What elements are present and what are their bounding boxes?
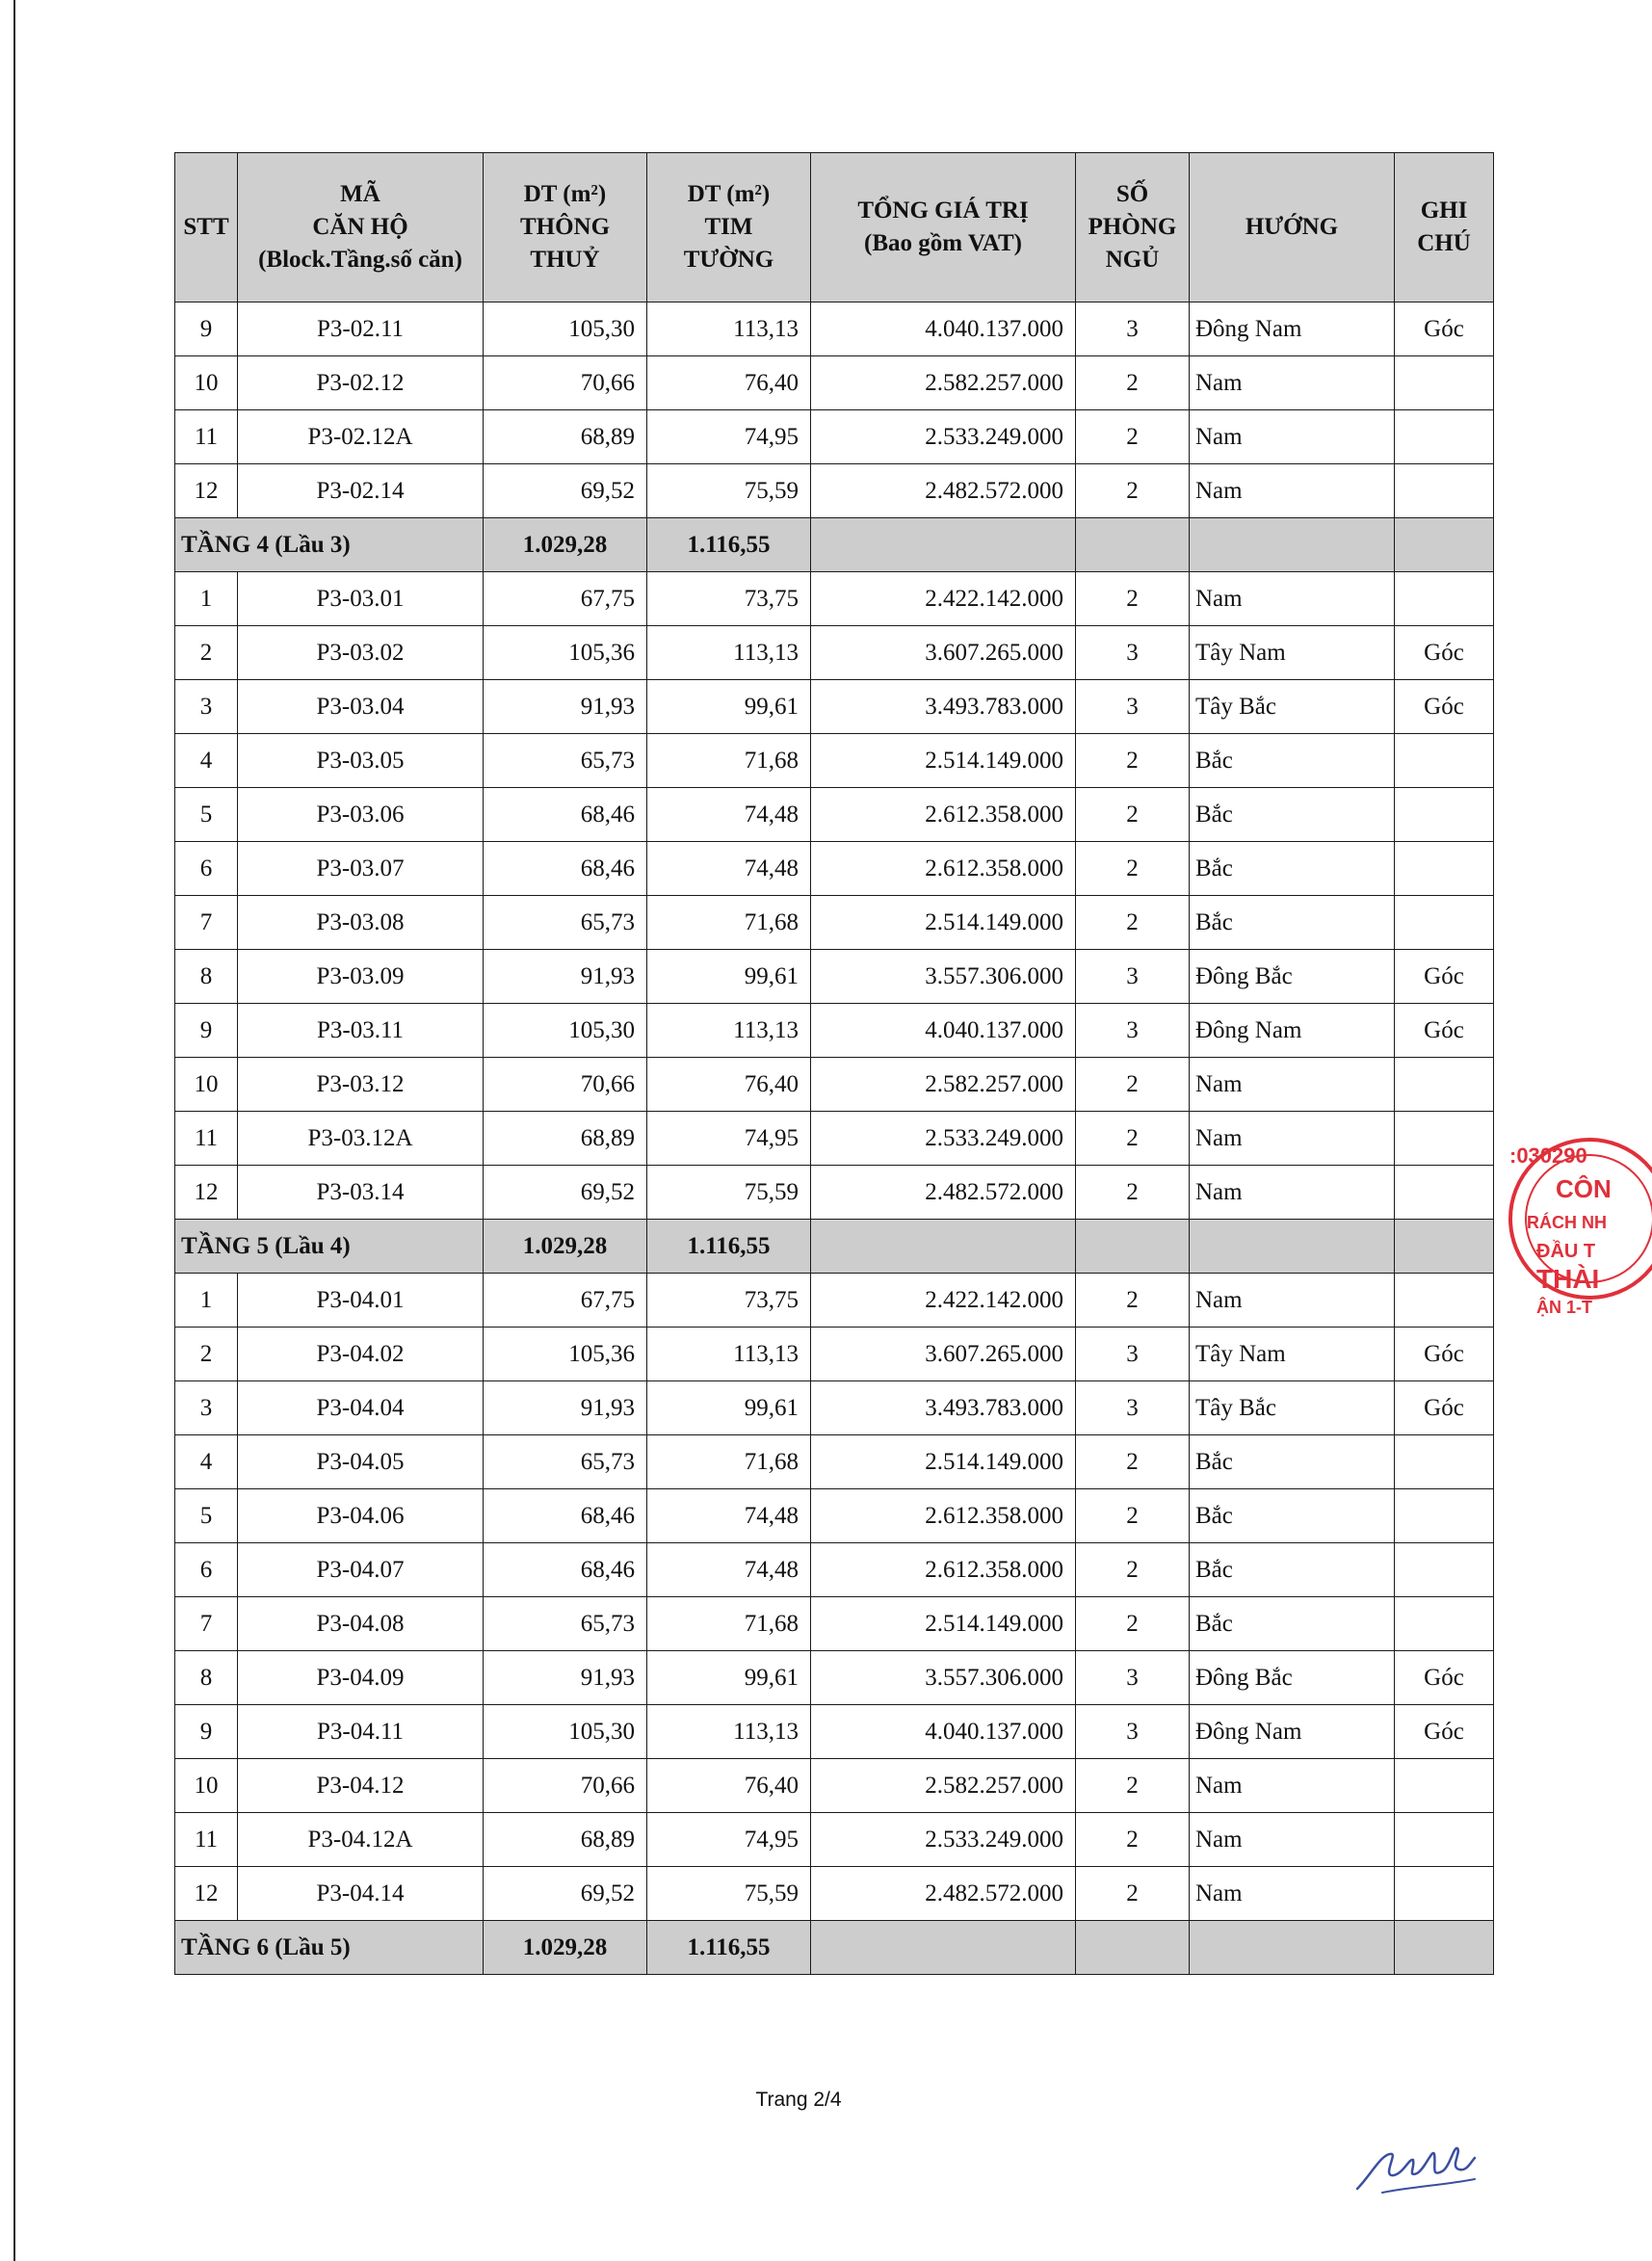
cell-tong-gia-tri: 2.533.249.000 bbox=[811, 1112, 1076, 1166]
cell-stt: 3 bbox=[175, 1381, 238, 1435]
table-row bbox=[175, 788, 1494, 842]
cell-dt-thong-thuy: 69,52 bbox=[484, 464, 647, 518]
table-row bbox=[175, 1058, 1494, 1112]
signature-graphic bbox=[1353, 2119, 1479, 2196]
cell-huong: Nam bbox=[1190, 1813, 1395, 1867]
empty-cell bbox=[811, 1220, 1076, 1274]
cell-dt-tim-tuong: 113,13 bbox=[647, 1328, 811, 1381]
cell-huong: Bắc bbox=[1190, 842, 1395, 896]
seal-text-3: ĐẦU T bbox=[1536, 1241, 1596, 1262]
table-row bbox=[175, 1328, 1494, 1381]
header-ma-can-ho: MÃ CĂN HỘ (Block.Tầng.số căn) bbox=[238, 153, 484, 302]
cell-dt-tim-tuong: 74,48 bbox=[647, 842, 811, 896]
cell-ghi-chu bbox=[1395, 1166, 1494, 1220]
cell-ghi-chu: Góc bbox=[1395, 1651, 1494, 1705]
empty-cell bbox=[1395, 1220, 1494, 1274]
cell-ma-can-ho: P3-02.12 bbox=[238, 356, 484, 410]
cell-huong: Nam bbox=[1190, 464, 1395, 518]
cell-so-phong-ngu: 3 bbox=[1076, 302, 1190, 356]
cell-so-phong-ngu: 2 bbox=[1076, 896, 1190, 950]
cell-so-phong-ngu: 2 bbox=[1076, 1489, 1190, 1543]
cell-huong: Tây Nam bbox=[1190, 1328, 1395, 1381]
cell-dt-thong-thuy: 105,30 bbox=[484, 1004, 647, 1058]
cell-ma-can-ho: P3-03.08 bbox=[238, 896, 484, 950]
table-row bbox=[175, 1166, 1494, 1220]
cell-dt-tim-tuong: 74,48 bbox=[647, 1489, 811, 1543]
cell-ma-can-ho: P3-03.05 bbox=[238, 734, 484, 788]
cell-stt: 11 bbox=[175, 1112, 238, 1166]
cell-ghi-chu bbox=[1395, 842, 1494, 896]
cell-ghi-chu bbox=[1395, 1597, 1494, 1651]
cell-tong-gia-tri: 2.612.358.000 bbox=[811, 842, 1076, 896]
cell-stt: 4 bbox=[175, 1435, 238, 1489]
cell-so-phong-ngu: 2 bbox=[1076, 734, 1190, 788]
cell-so-phong-ngu: 2 bbox=[1076, 842, 1190, 896]
cell-ghi-chu: Góc bbox=[1395, 950, 1494, 1004]
cell-stt: 11 bbox=[175, 1813, 238, 1867]
cell-tong-gia-tri: 2.533.249.000 bbox=[811, 1813, 1076, 1867]
cell-ghi-chu bbox=[1395, 788, 1494, 842]
cell-dt-thong-thuy: 65,73 bbox=[484, 896, 647, 950]
cell-so-phong-ngu: 3 bbox=[1076, 1004, 1190, 1058]
table-row bbox=[175, 302, 1494, 356]
cell-huong: Nam bbox=[1190, 356, 1395, 410]
cell-stt: 5 bbox=[175, 1489, 238, 1543]
table-row bbox=[175, 572, 1494, 626]
cell-ghi-chu bbox=[1395, 1759, 1494, 1813]
cell-tong-gia-tri: 3.493.783.000 bbox=[811, 1381, 1076, 1435]
cell-huong: Bắc bbox=[1190, 1543, 1395, 1597]
table-row bbox=[175, 1112, 1494, 1166]
cell-dt-thong-thuy: 68,89 bbox=[484, 1112, 647, 1166]
cell-stt: 4 bbox=[175, 734, 238, 788]
cell-stt: 3 bbox=[175, 680, 238, 734]
cell-ma-can-ho: P3-04.09 bbox=[238, 1651, 484, 1705]
cell-so-phong-ngu: 3 bbox=[1076, 1381, 1190, 1435]
seal-graphic bbox=[1498, 1084, 1652, 1354]
cell-ma-can-ho: P3-04.14 bbox=[238, 1867, 484, 1921]
cell-dt-tim-tuong: 71,68 bbox=[647, 734, 811, 788]
cell-tong-gia-tri: 2.582.257.000 bbox=[811, 1058, 1076, 1112]
cell-dt-thong-thuy: 65,73 bbox=[484, 1597, 647, 1651]
table-row bbox=[175, 1597, 1494, 1651]
cell-huong: Nam bbox=[1190, 1112, 1395, 1166]
cell-dt-tim-tuong: 73,75 bbox=[647, 572, 811, 626]
cell-so-phong-ngu: 2 bbox=[1076, 1813, 1190, 1867]
empty-cell bbox=[1395, 518, 1494, 572]
header-so-phong-ngu: SỐ PHÒNG NGỦ bbox=[1076, 153, 1190, 302]
cell-so-phong-ngu: 2 bbox=[1076, 1112, 1190, 1166]
cell-ma-can-ho: P3-04.11 bbox=[238, 1705, 484, 1759]
cell-so-phong-ngu: 2 bbox=[1076, 1597, 1190, 1651]
seal-text-2: RÁCH NH bbox=[1527, 1213, 1607, 1232]
table-row bbox=[175, 896, 1494, 950]
cell-dt-thong-thuy: 65,73 bbox=[484, 734, 647, 788]
cell-dt-thong-thuy: 91,93 bbox=[484, 1651, 647, 1705]
empty-cell bbox=[811, 518, 1076, 572]
cell-ma-can-ho: P3-04.07 bbox=[238, 1543, 484, 1597]
cell-stt: 6 bbox=[175, 1543, 238, 1597]
cell-tong-gia-tri: 2.482.572.000 bbox=[811, 1867, 1076, 1921]
cell-ghi-chu bbox=[1395, 896, 1494, 950]
cell-ghi-chu bbox=[1395, 1543, 1494, 1597]
cell-ma-can-ho: P3-04.05 bbox=[238, 1435, 484, 1489]
cell-ghi-chu bbox=[1395, 1112, 1494, 1166]
company-seal bbox=[1498, 1084, 1652, 1354]
cell-ma-can-ho: P3-03.11 bbox=[238, 1004, 484, 1058]
cell-stt: 1 bbox=[175, 572, 238, 626]
cell-so-phong-ngu: 3 bbox=[1076, 680, 1190, 734]
cell-dt-tim-tuong: 99,61 bbox=[647, 680, 811, 734]
seal-text-5: ẬN 1-T bbox=[1536, 1298, 1592, 1317]
cell-huong: Bắc bbox=[1190, 788, 1395, 842]
table-row bbox=[175, 1489, 1494, 1543]
cell-tong-gia-tri: 4.040.137.000 bbox=[811, 1705, 1076, 1759]
cell-ma-can-ho: P3-04.08 bbox=[238, 1597, 484, 1651]
cell-dt-thong-thuy: 67,75 bbox=[484, 572, 647, 626]
cell-tong-gia-tri: 2.514.149.000 bbox=[811, 896, 1076, 950]
table-header-row bbox=[175, 153, 1494, 302]
cell-so-phong-ngu: 2 bbox=[1076, 788, 1190, 842]
cell-tong-gia-tri: 2.514.149.000 bbox=[811, 1597, 1076, 1651]
cell-dt-thong-thuy: 68,46 bbox=[484, 1489, 647, 1543]
cell-ma-can-ho: P3-03.07 bbox=[238, 842, 484, 896]
cell-huong: Bắc bbox=[1190, 1489, 1395, 1543]
cell-dt-tim-tuong: 71,68 bbox=[647, 1435, 811, 1489]
cell-tong-gia-tri: 3.493.783.000 bbox=[811, 680, 1076, 734]
cell-ma-can-ho: P3-03.14 bbox=[238, 1166, 484, 1220]
cell-dt-tim-tuong: 74,95 bbox=[647, 1112, 811, 1166]
cell-dt-thong-thuy: 68,89 bbox=[484, 410, 647, 464]
table-row bbox=[175, 842, 1494, 896]
empty-cell bbox=[1190, 518, 1395, 572]
table-row bbox=[175, 950, 1494, 1004]
empty-cell bbox=[1076, 1921, 1190, 1975]
cell-dt-tim-tuong: 74,48 bbox=[647, 1543, 811, 1597]
table-row bbox=[175, 410, 1494, 464]
cell-so-phong-ngu: 3 bbox=[1076, 1705, 1190, 1759]
cell-so-phong-ngu: 2 bbox=[1076, 1867, 1190, 1921]
cell-dt-tim-tuong: 99,61 bbox=[647, 1381, 811, 1435]
cell-dt-tim-tuong: 113,13 bbox=[647, 1004, 811, 1058]
cell-so-phong-ngu: 2 bbox=[1076, 356, 1190, 410]
table-row bbox=[175, 626, 1494, 680]
cell-tong-gia-tri: 2.582.257.000 bbox=[811, 356, 1076, 410]
cell-ma-can-ho: P3-04.06 bbox=[238, 1489, 484, 1543]
cell-stt: 7 bbox=[175, 896, 238, 950]
cell-so-phong-ngu: 2 bbox=[1076, 1274, 1190, 1328]
cell-huong: Bắc bbox=[1190, 1435, 1395, 1489]
cell-dt-thong-thuy: 105,30 bbox=[484, 1705, 647, 1759]
cell-stt: 5 bbox=[175, 788, 238, 842]
cell-huong: Đông Bắc bbox=[1190, 950, 1395, 1004]
cell-huong: Nam bbox=[1190, 410, 1395, 464]
table-row bbox=[175, 1435, 1494, 1489]
cell-dt-thong-thuy: 69,52 bbox=[484, 1166, 647, 1220]
cell-tong-gia-tri: 2.533.249.000 bbox=[811, 410, 1076, 464]
cell-dt-tim-tuong: 74,95 bbox=[647, 1813, 811, 1867]
cell-stt: 12 bbox=[175, 1166, 238, 1220]
table-row bbox=[175, 1543, 1494, 1597]
cell-huong: Nam bbox=[1190, 572, 1395, 626]
floor-total-dt-tim-tuong: 1.116,55 bbox=[647, 518, 811, 572]
cell-ghi-chu bbox=[1395, 464, 1494, 518]
cell-dt-thong-thuy: 105,36 bbox=[484, 1328, 647, 1381]
cell-dt-tim-tuong: 71,68 bbox=[647, 1597, 811, 1651]
cell-tong-gia-tri: 4.040.137.000 bbox=[811, 1004, 1076, 1058]
cell-tong-gia-tri: 2.482.572.000 bbox=[811, 464, 1076, 518]
cell-stt: 12 bbox=[175, 464, 238, 518]
cell-so-phong-ngu: 2 bbox=[1076, 572, 1190, 626]
cell-dt-tim-tuong: 74,48 bbox=[647, 788, 811, 842]
cell-dt-thong-thuy: 91,93 bbox=[484, 1381, 647, 1435]
cell-tong-gia-tri: 2.612.358.000 bbox=[811, 1543, 1076, 1597]
header-dt-thong-thuy: DT (m²) THÔNG THUỶ bbox=[484, 153, 647, 302]
cell-dt-tim-tuong: 113,13 bbox=[647, 1705, 811, 1759]
floor-total-dt-thong-thuy: 1.029,28 bbox=[484, 518, 647, 572]
cell-dt-tim-tuong: 76,40 bbox=[647, 1759, 811, 1813]
header-tong-gia-tri: TỔNG GIÁ TRỊ (Bao gồm VAT) bbox=[811, 153, 1076, 302]
cell-dt-thong-thuy: 68,46 bbox=[484, 1543, 647, 1597]
cell-dt-thong-thuy: 105,30 bbox=[484, 302, 647, 356]
cell-ghi-chu: Góc bbox=[1395, 302, 1494, 356]
cell-huong: Bắc bbox=[1190, 896, 1395, 950]
cell-stt: 9 bbox=[175, 1705, 238, 1759]
cell-dt-tim-tuong: 99,61 bbox=[647, 1651, 811, 1705]
cell-huong: Nam bbox=[1190, 1867, 1395, 1921]
empty-cell bbox=[1190, 1921, 1395, 1975]
floor-label: TẦNG 6 (Lầu 5) bbox=[175, 1921, 484, 1975]
cell-so-phong-ngu: 2 bbox=[1076, 1435, 1190, 1489]
cell-stt: 9 bbox=[175, 1004, 238, 1058]
table-row bbox=[175, 1705, 1494, 1759]
cell-ma-can-ho: P3-03.06 bbox=[238, 788, 484, 842]
apartment-price-table bbox=[174, 152, 1494, 1975]
cell-dt-thong-thuy: 70,66 bbox=[484, 356, 647, 410]
floor-subtotal-row bbox=[175, 1921, 1494, 1975]
table-row bbox=[175, 1004, 1494, 1058]
cell-so-phong-ngu: 2 bbox=[1076, 1543, 1190, 1597]
cell-ma-can-ho: P3-04.12A bbox=[238, 1813, 484, 1867]
table-row bbox=[175, 680, 1494, 734]
cell-dt-thong-thuy: 91,93 bbox=[484, 680, 647, 734]
cell-dt-tim-tuong: 76,40 bbox=[647, 356, 811, 410]
cell-huong: Tây Bắc bbox=[1190, 1381, 1395, 1435]
cell-ma-can-ho: P3-04.02 bbox=[238, 1328, 484, 1381]
cell-dt-thong-thuy: 67,75 bbox=[484, 1274, 647, 1328]
cell-huong: Bắc bbox=[1190, 1597, 1395, 1651]
cell-ghi-chu bbox=[1395, 1058, 1494, 1112]
cell-tong-gia-tri: 2.612.358.000 bbox=[811, 788, 1076, 842]
cell-ghi-chu bbox=[1395, 734, 1494, 788]
cell-ghi-chu bbox=[1395, 1435, 1494, 1489]
cell-so-phong-ngu: 3 bbox=[1076, 1328, 1190, 1381]
cell-stt: 9 bbox=[175, 302, 238, 356]
cell-huong: Nam bbox=[1190, 1274, 1395, 1328]
cell-ma-can-ho: P3-03.01 bbox=[238, 572, 484, 626]
page-number: Trang 2/4 bbox=[755, 2089, 842, 2111]
empty-cell bbox=[1076, 1220, 1190, 1274]
cell-stt: 11 bbox=[175, 410, 238, 464]
cell-huong: Bắc bbox=[1190, 734, 1395, 788]
cell-ghi-chu: Góc bbox=[1395, 1004, 1494, 1058]
cell-stt: 2 bbox=[175, 626, 238, 680]
cell-dt-tim-tuong: 71,68 bbox=[647, 896, 811, 950]
cell-dt-tim-tuong: 113,13 bbox=[647, 302, 811, 356]
cell-tong-gia-tri: 3.607.265.000 bbox=[811, 1328, 1076, 1381]
cell-ghi-chu bbox=[1395, 1489, 1494, 1543]
cell-ma-can-ho: P3-02.12A bbox=[238, 410, 484, 464]
header-huong: HƯỚNG bbox=[1190, 153, 1395, 302]
cell-stt: 6 bbox=[175, 842, 238, 896]
cell-so-phong-ngu: 2 bbox=[1076, 464, 1190, 518]
cell-tong-gia-tri: 2.582.257.000 bbox=[811, 1759, 1076, 1813]
cell-stt: 7 bbox=[175, 1597, 238, 1651]
cell-dt-thong-thuy: 70,66 bbox=[484, 1759, 647, 1813]
cell-ghi-chu: Góc bbox=[1395, 626, 1494, 680]
floor-total-dt-tim-tuong: 1.116,55 bbox=[647, 1921, 811, 1975]
cell-huong: Nam bbox=[1190, 1759, 1395, 1813]
table-body bbox=[175, 302, 1494, 1975]
cell-dt-tim-tuong: 75,59 bbox=[647, 1166, 811, 1220]
cell-dt-tim-tuong: 113,13 bbox=[647, 626, 811, 680]
cell-tong-gia-tri: 3.557.306.000 bbox=[811, 950, 1076, 1004]
cell-ghi-chu bbox=[1395, 356, 1494, 410]
floor-subtotal-row bbox=[175, 1220, 1494, 1274]
table-row bbox=[175, 356, 1494, 410]
cell-dt-tim-tuong: 75,59 bbox=[647, 1867, 811, 1921]
cell-ma-can-ho: P3-04.12 bbox=[238, 1759, 484, 1813]
floor-label: TẦNG 4 (Lầu 3) bbox=[175, 518, 484, 572]
cell-ma-can-ho: P3-04.04 bbox=[238, 1381, 484, 1435]
cell-stt: 10 bbox=[175, 356, 238, 410]
header-stt: STT bbox=[175, 153, 238, 302]
cell-ghi-chu bbox=[1395, 1867, 1494, 1921]
cell-so-phong-ngu: 3 bbox=[1076, 626, 1190, 680]
table-row bbox=[175, 464, 1494, 518]
cell-tong-gia-tri: 2.422.142.000 bbox=[811, 572, 1076, 626]
table-row bbox=[175, 1759, 1494, 1813]
cell-ghi-chu bbox=[1395, 572, 1494, 626]
floor-label: TẦNG 5 (Lầu 4) bbox=[175, 1220, 484, 1274]
table-row bbox=[175, 734, 1494, 788]
cell-huong: Nam bbox=[1190, 1058, 1395, 1112]
cell-so-phong-ngu: 2 bbox=[1076, 1058, 1190, 1112]
cell-ma-can-ho: P3-03.04 bbox=[238, 680, 484, 734]
cell-dt-thong-thuy: 70,66 bbox=[484, 1058, 647, 1112]
cell-ma-can-ho: P3-03.02 bbox=[238, 626, 484, 680]
cell-ma-can-ho: P3-02.14 bbox=[238, 464, 484, 518]
cell-dt-thong-thuy: 91,93 bbox=[484, 950, 647, 1004]
cell-ghi-chu: Góc bbox=[1395, 1705, 1494, 1759]
cell-stt: 8 bbox=[175, 950, 238, 1004]
cell-ghi-chu bbox=[1395, 1813, 1494, 1867]
table-row bbox=[175, 1381, 1494, 1435]
cell-so-phong-ngu: 2 bbox=[1076, 410, 1190, 464]
seal-number: :030290 bbox=[1509, 1144, 1587, 1168]
cell-stt: 10 bbox=[175, 1759, 238, 1813]
cell-dt-tim-tuong: 99,61 bbox=[647, 950, 811, 1004]
empty-cell bbox=[1395, 1921, 1494, 1975]
cell-dt-tim-tuong: 73,75 bbox=[647, 1274, 811, 1328]
empty-cell bbox=[811, 1921, 1076, 1975]
cell-dt-thong-thuy: 68,89 bbox=[484, 1813, 647, 1867]
cell-huong: Đông Nam bbox=[1190, 1705, 1395, 1759]
cell-tong-gia-tri: 4.040.137.000 bbox=[811, 302, 1076, 356]
table-row bbox=[175, 1651, 1494, 1705]
cell-ma-can-ho: P3-03.12 bbox=[238, 1058, 484, 1112]
cell-ma-can-ho: P3-03.09 bbox=[238, 950, 484, 1004]
cell-tong-gia-tri: 2.514.149.000 bbox=[811, 734, 1076, 788]
cell-tong-gia-tri: 2.422.142.000 bbox=[811, 1274, 1076, 1328]
cell-tong-gia-tri: 2.612.358.000 bbox=[811, 1489, 1076, 1543]
floor-total-dt-thong-thuy: 1.029,28 bbox=[484, 1921, 647, 1975]
cell-tong-gia-tri: 3.607.265.000 bbox=[811, 626, 1076, 680]
signature-initials bbox=[1353, 2119, 1479, 2196]
header-dt-tim-tuong: DT (m²) TIM TƯỜNG bbox=[647, 153, 811, 302]
empty-cell bbox=[1190, 1220, 1395, 1274]
cell-ghi-chu: Góc bbox=[1395, 1328, 1494, 1381]
cell-dt-thong-thuy: 105,36 bbox=[484, 626, 647, 680]
cell-tong-gia-tri: 3.557.306.000 bbox=[811, 1651, 1076, 1705]
cell-stt: 1 bbox=[175, 1274, 238, 1328]
cell-dt-tim-tuong: 74,95 bbox=[647, 410, 811, 464]
floor-subtotal-row bbox=[175, 518, 1494, 572]
cell-stt: 8 bbox=[175, 1651, 238, 1705]
cell-so-phong-ngu: 3 bbox=[1076, 1651, 1190, 1705]
floor-total-dt-tim-tuong: 1.116,55 bbox=[647, 1220, 811, 1274]
cell-dt-thong-thuy: 68,46 bbox=[484, 788, 647, 842]
cell-stt: 12 bbox=[175, 1867, 238, 1921]
cell-ma-can-ho: P3-02.11 bbox=[238, 302, 484, 356]
cell-ghi-chu: Góc bbox=[1395, 1381, 1494, 1435]
cell-ghi-chu bbox=[1395, 410, 1494, 464]
cell-dt-thong-thuy: 65,73 bbox=[484, 1435, 647, 1489]
cell-huong: Đông Bắc bbox=[1190, 1651, 1395, 1705]
floor-total-dt-thong-thuy: 1.029,28 bbox=[484, 1220, 647, 1274]
seal-text-1: CÔN bbox=[1556, 1174, 1612, 1203]
page-left-border bbox=[13, 0, 15, 2261]
cell-huong: Tây Nam bbox=[1190, 626, 1395, 680]
cell-huong: Tây Bắc bbox=[1190, 680, 1395, 734]
cell-ma-can-ho: P3-04.01 bbox=[238, 1274, 484, 1328]
cell-so-phong-ngu: 2 bbox=[1076, 1759, 1190, 1813]
cell-dt-thong-thuy: 68,46 bbox=[484, 842, 647, 896]
table-row bbox=[175, 1813, 1494, 1867]
cell-dt-thong-thuy: 69,52 bbox=[484, 1867, 647, 1921]
cell-dt-tim-tuong: 76,40 bbox=[647, 1058, 811, 1112]
cell-ghi-chu: Góc bbox=[1395, 680, 1494, 734]
cell-huong: Đông Nam bbox=[1190, 302, 1395, 356]
table-row bbox=[175, 1867, 1494, 1921]
empty-cell bbox=[1076, 518, 1190, 572]
cell-tong-gia-tri: 2.514.149.000 bbox=[811, 1435, 1076, 1489]
cell-stt: 10 bbox=[175, 1058, 238, 1112]
header-ghi-chu: GHI CHÚ bbox=[1395, 153, 1494, 302]
cell-ghi-chu bbox=[1395, 1274, 1494, 1328]
table-row bbox=[175, 1274, 1494, 1328]
cell-stt: 2 bbox=[175, 1328, 238, 1381]
cell-so-phong-ngu: 3 bbox=[1076, 950, 1190, 1004]
cell-ma-can-ho: P3-03.12A bbox=[238, 1112, 484, 1166]
cell-so-phong-ngu: 2 bbox=[1076, 1166, 1190, 1220]
cell-huong: Nam bbox=[1190, 1166, 1395, 1220]
cell-tong-gia-tri: 2.482.572.000 bbox=[811, 1166, 1076, 1220]
seal-text-4: THÀI bbox=[1536, 1264, 1600, 1294]
cell-huong: Đông Nam bbox=[1190, 1004, 1395, 1058]
cell-dt-tim-tuong: 75,59 bbox=[647, 464, 811, 518]
